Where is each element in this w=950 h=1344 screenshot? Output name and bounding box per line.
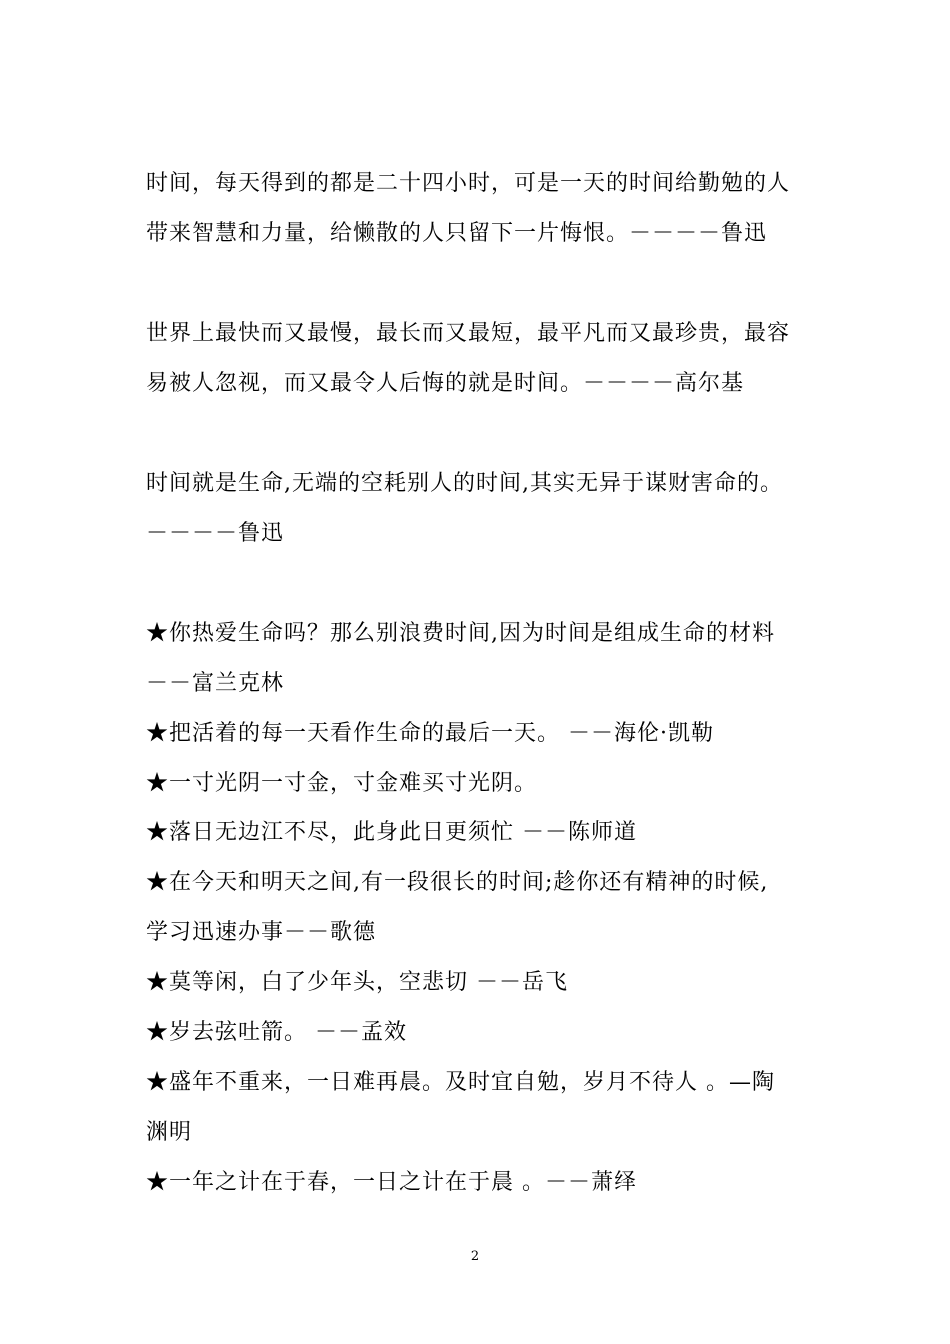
quote-line: ★把活着的每一天看作生命的最后一天。 －－海伦·凯勒 bbox=[146, 721, 714, 746]
text-line: 世界上最快而又最慢，最长而又最短，最平凡而又最珍贵，最容 bbox=[146, 321, 791, 346]
text-line: －－－－鲁迅 bbox=[146, 521, 285, 546]
quote-line: ★落日无边江不尽，此身此日更须忙 －－陈师道 bbox=[146, 820, 637, 845]
quote-line: ★一寸光阴一寸金，寸金难买寸光阴。 bbox=[146, 771, 538, 796]
quote-line: ★莫等闲，白了少年头，空悲切 －－岳飞 bbox=[146, 970, 568, 995]
quote-line: ★岁去弦吐箭。 －－孟效 bbox=[146, 1020, 407, 1045]
quote-line: ★在今天和明天之间,有一段很长的时间;趁你还有精神的时候, bbox=[146, 870, 769, 895]
text-line: 带来智慧和力量，给懒散的人只留下一片悔恨。－－－－鲁迅 bbox=[146, 221, 768, 246]
quote-line: ★你热爱生命吗？那么别浪费时间,因为时间是组成生命的材料 bbox=[146, 621, 775, 646]
quote-line: －－富兰克林 bbox=[146, 671, 285, 696]
quote-line: ★一年之计在于春，一日之计在于晨 。－－萧绎 bbox=[146, 1170, 637, 1195]
quote-line: 渊明 bbox=[146, 1120, 193, 1145]
text-line: 时间就是生命,无端的空耗别人的时间,其实无异于谋财害命的。 bbox=[146, 471, 783, 496]
text-line: 时间，每天得到的都是二十四小时，可是一天的时间给勤勉的人 bbox=[146, 171, 791, 196]
text-line: 易被人忽视，而又最令人后悔的就是时间。－－－－高尔基 bbox=[146, 371, 745, 396]
quote-line: ★盛年不重来，一日难再晨。及时宜自勉，岁月不待人 。—陶 bbox=[146, 1070, 775, 1095]
page-number: 2 bbox=[470, 1249, 480, 1264]
quote-line: 学习迅速办事－－歌德 bbox=[146, 920, 377, 945]
